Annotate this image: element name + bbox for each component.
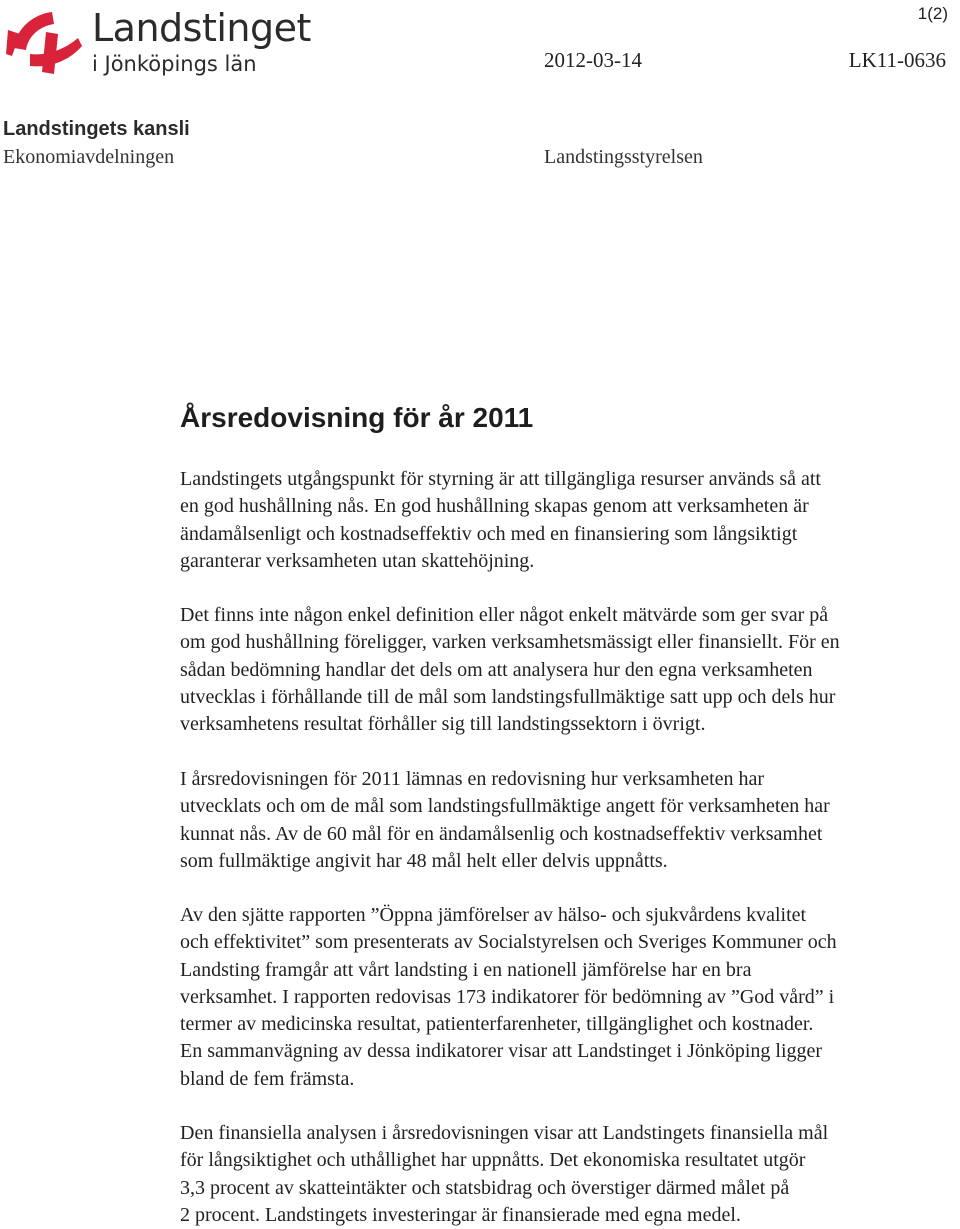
paragraph-line: sådan bedömning handlar det dels om att analysera hur den egna verksamheten [180,658,813,681]
logo-mark-icon [6,4,86,76]
paragraph-line: bland de fem främsta. [180,1067,355,1090]
paragraph-1 [180,466,958,575]
paragraph-line: som fullmäktige angivit har 48 mål helt eller delvis uppnåtts. [180,849,668,872]
paragraph-line: En sammanvägning av dessa indikatorer visar att Landstinget i Jönköping ligger [180,1040,823,1063]
paragraph-line: Landstingets utgångspunkt för styrning är att tillgängliga resurser används så att [180,468,821,490]
document-title: Årsredovisning för år 2011 [180,402,534,433]
paragraph-line: Den finansiella analysen i årsredovisningen visar att Landstingets finansiella mål [180,1122,829,1144]
paragraph-line: I årsredovisningen för 2011 lämnas en redovisning hur verksamheten har [180,768,765,790]
logo [6,4,316,76]
logo-title: Landstinget [92,6,311,50]
paragraph-line: Det finns inte någon enkel definition eller något enkelt mätvärde som ger svar på [180,604,829,626]
paragraph-4 [180,902,958,1093]
paragraph-line: 3,3 procent av skatteintäkter och statsbidrag och överstiger därmed målet på [180,1176,790,1199]
paragraph-line: verksamhet. I rapporten redovisas 173 indikatorer för bedömning av ”God vård” i [180,985,835,1008]
paragraph-line: garanterar verksamheten utan skattehöjning. [180,549,535,572]
paragraph-line: utvecklats och om de mål som landstingsfullmäktige angett för verksamheten har [180,795,830,818]
paragraph-line: ändamålsenligt och kostnadseffektiv och med en finansiering som långsiktigt [180,522,798,545]
document-date: 2012-03-14 [544,48,642,72]
paragraph-3 [180,766,958,875]
logo-subtitle: i Jönköpings län [92,52,257,76]
paragraph-line: om god hushållning föreligger, varken verksamhetsmässigt eller finansiellt. För en [180,631,840,654]
paragraph-5 [180,1120,958,1229]
document-reference: LK11-0636 [848,48,946,72]
paragraph-line: för långsiktighet och uthållighet har uppnåtts. Det ekonomiska resultatet utgör [180,1149,806,1172]
recipient: Landstingsstyrelsen [544,146,703,168]
paragraph-line: verksamhetens resultat förhåller sig till landstingssektorn i övrigt. [180,713,706,736]
paragraph-line: och effektivitet” som presenterats av Socialstyrelsen och Sveriges Kommuner och [180,931,837,954]
paragraph-line: kunnat nås. Av de 60 mål för en ändamålsenlig och kostnadseffektiv verksamhet [180,822,823,845]
paragraph-line: 2 procent. Landstingets investeringar är finansierade med egna medel. [180,1203,741,1226]
paragraph-2 [180,602,958,738]
paragraph-line: Landsting framgår att vårt landsting i en nationell jämförelse har en bra [180,958,752,981]
page-number: 1(2) [917,4,948,23]
sender-office: Landstingets kansli [3,118,190,140]
paragraph-line: utvecklas i förhållande till de mål som landstingsfullmäktige satt upp och dels hur [180,685,836,708]
paragraph-line: termer av medicinska resultat, patienterfarenheter, tillgänglighet och kostnader. [180,1013,814,1036]
paragraph-line: Av den sjätte rapporten ”Öppna jämförelser av hälso- och sjukvårdens kvalitet [180,904,807,926]
sender-department: Ekonomiavdelningen [3,146,175,168]
paragraph-line: en god hushållning nås. En god hushållning skapas genom att verksamheten är [180,495,809,518]
